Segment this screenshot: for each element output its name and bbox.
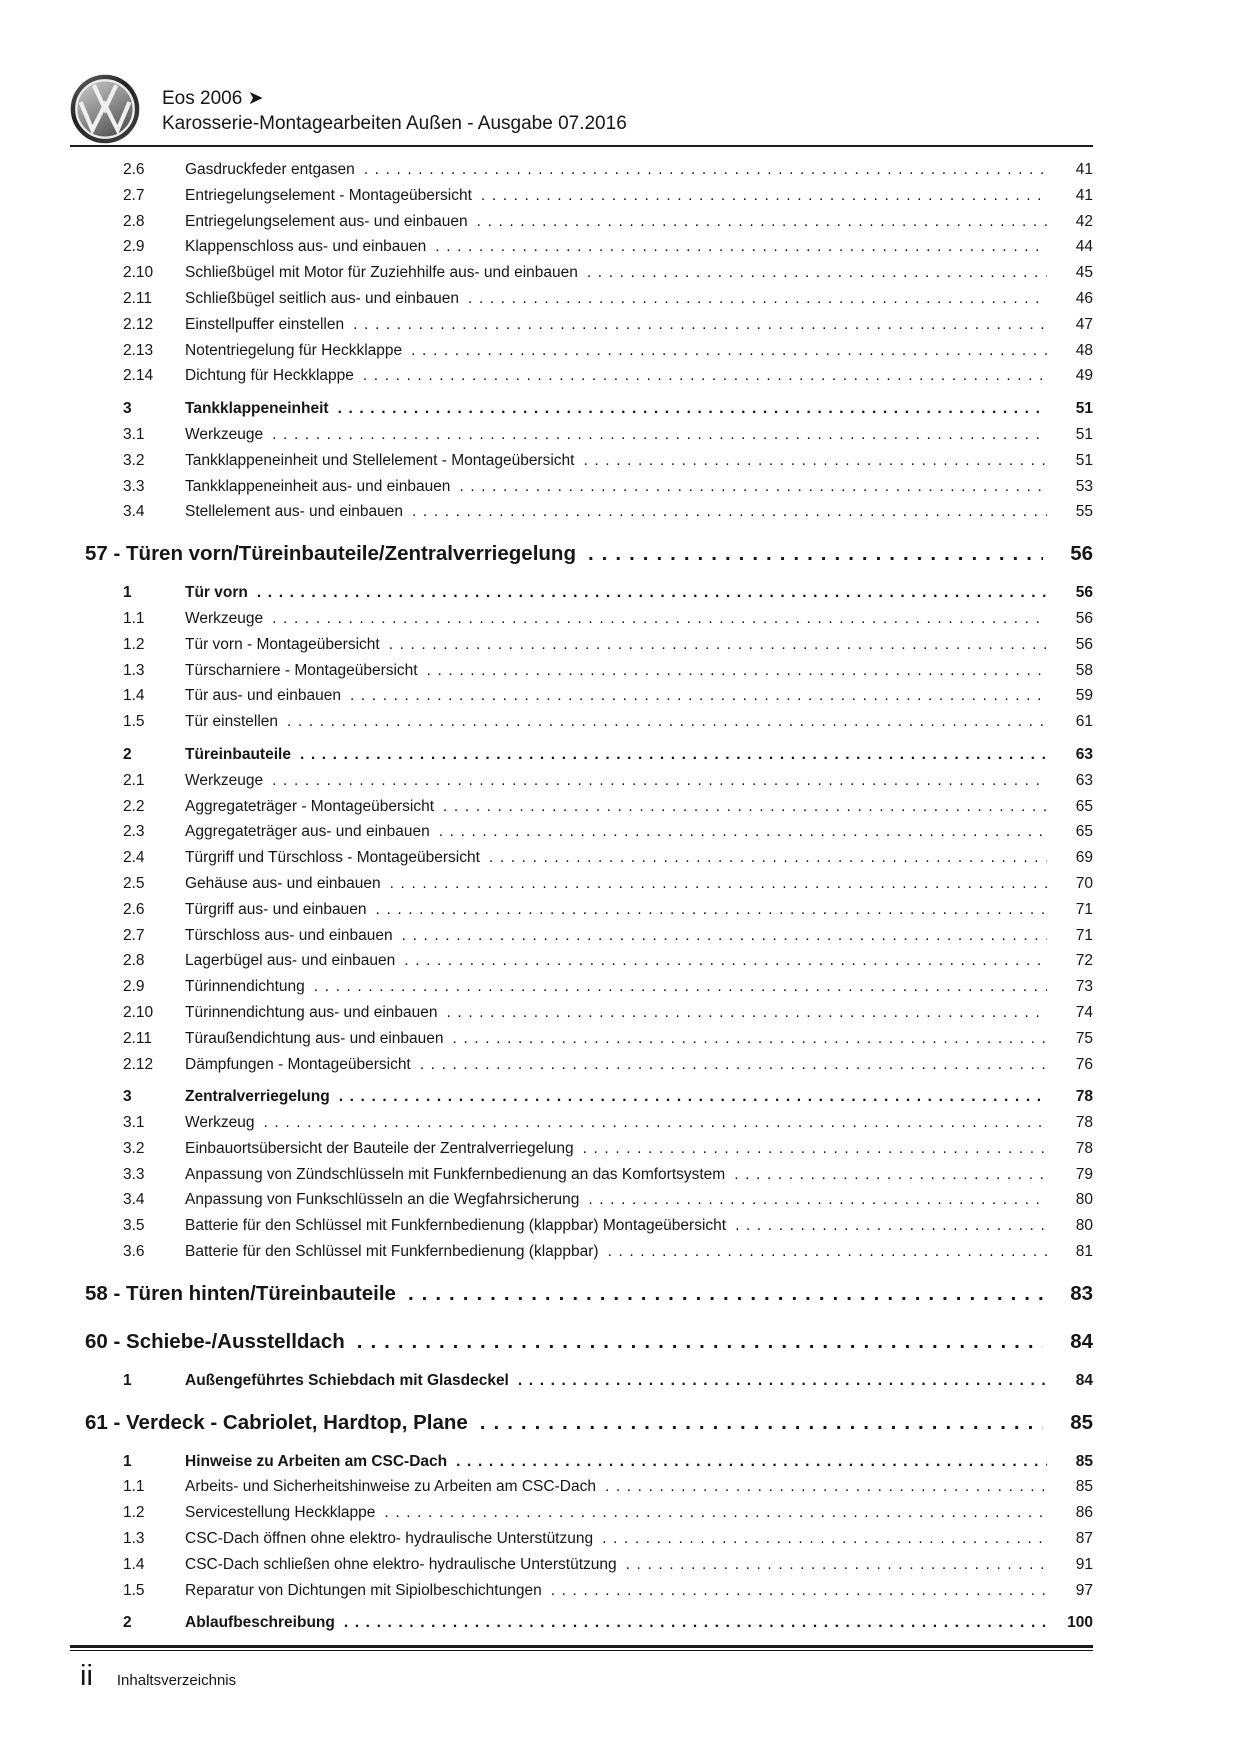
toc-entry-page: 56: [1075, 635, 1093, 653]
toc-entry-number: 3.1: [123, 425, 145, 443]
toc-entry-number: 1.5: [123, 713, 145, 731]
toc-entry-row[interactable]: [70, 1368, 1093, 1394]
toc-entry-page: 51: [1075, 425, 1093, 443]
toc-entry-page: 83: [1070, 1281, 1093, 1305]
toc-entry-row[interactable]: [70, 768, 1093, 794]
page-footer: [70, 1645, 1093, 1691]
toc-entry-row[interactable]: [70, 448, 1093, 474]
dot-leader: [430, 819, 1047, 845]
toc-entry-title: Entriegelungselement aus- und einbauen: [185, 212, 468, 230]
dot-leader: [248, 580, 1047, 606]
toc-entry-row[interactable]: [70, 338, 1093, 364]
toc-entry-page: 41: [1075, 161, 1093, 178]
dot-leader: [578, 260, 1047, 286]
toc-entry-page: 51: [1075, 451, 1093, 469]
toc-entry-page: 97: [1075, 1581, 1093, 1599]
toc-entry-title: 60 - Schiebe-/Ausstelldach: [85, 1329, 345, 1353]
toc-entry-page: 70: [1075, 874, 1093, 892]
toc-entry-number: 2.10: [123, 1003, 154, 1021]
toc-entry-title: Türinnendichtung aus- und einbauen: [185, 1003, 438, 1021]
dot-leader: [725, 1162, 1047, 1188]
toc-entry-page: 73: [1075, 978, 1093, 996]
dot-leader: [438, 1000, 1048, 1026]
toc-entry-number: 2.6: [123, 900, 145, 918]
toc-entry-page: 79: [1075, 1165, 1093, 1183]
toc-entry-title: Klappenschloss aus- und einbauen: [185, 238, 427, 256]
toc-entry-title: Tür aus- und einbauen: [185, 687, 341, 705]
toc-entry-number: 2.12: [123, 315, 154, 333]
vw-logo-icon: [70, 74, 140, 144]
toc-entry-page: 61: [1075, 713, 1093, 731]
toc-entry-row[interactable]: [70, 1052, 1093, 1078]
toc-entry-page: 69: [1075, 849, 1093, 867]
toc-entry-title: Stellelement aus- und einbauen: [185, 503, 404, 521]
toc-entry-row[interactable]: [70, 1162, 1093, 1188]
toc-entry-title: Lagerbügel aus- und einbauen: [185, 952, 396, 970]
toc-entry-page: 53: [1075, 477, 1093, 495]
dot-leader: [574, 1136, 1047, 1162]
toc-entry-row[interactable]: [70, 742, 1093, 768]
model-title: Eos 2006 ➤: [162, 88, 264, 109]
toc-entry-number: 2.10: [123, 264, 154, 282]
toc-entry-number: 3.5: [123, 1217, 145, 1235]
toc-entry-number: 1.2: [123, 635, 145, 653]
toc-entry-page: 81: [1075, 1243, 1093, 1261]
toc-entry-title: Tür vorn - Montageübersicht: [185, 635, 380, 653]
toc-entry-row[interactable]: [70, 1526, 1093, 1552]
dot-leader: [345, 1327, 1043, 1357]
toc-entry-number: 2: [123, 745, 132, 763]
toc-entry-title: Türinnendichtung: [185, 978, 305, 996]
toc-chapter-row[interactable]: [70, 539, 1093, 569]
toc-entry-row[interactable]: [70, 794, 1093, 820]
toc-entry-number: 1: [123, 584, 132, 602]
toc-entry-row[interactable]: [70, 974, 1093, 1000]
toc-entry-page: 71: [1075, 926, 1093, 944]
toc-entry-page: 47: [1075, 315, 1093, 333]
toc-entry-row[interactable]: [70, 260, 1093, 286]
toc-entry-page: 59: [1075, 687, 1093, 705]
toc-entry-row[interactable]: [70, 1449, 1093, 1475]
toc-entry-row[interactable]: [70, 580, 1093, 606]
toc-chapter-row[interactable]: [70, 1327, 1093, 1357]
dot-leader: [344, 312, 1047, 338]
dot-leader: [291, 742, 1047, 768]
toc-entry-page: 71: [1075, 900, 1093, 918]
toc-entry-title: Gehäuse aus- und einbauen: [185, 874, 381, 892]
toc-entry-number: 1: [123, 1452, 132, 1470]
dot-leader: [263, 422, 1047, 448]
toc-entry-number: 1.2: [123, 1504, 145, 1522]
toc-entry-page: 87: [1075, 1530, 1093, 1548]
toc-entry-number: 3: [123, 1088, 132, 1106]
toc-entry-row[interactable]: [70, 897, 1093, 923]
dot-leader: [278, 709, 1047, 735]
toc-entry-row[interactable]: [70, 606, 1093, 632]
dot-leader: [480, 845, 1047, 871]
dot-leader: [305, 974, 1047, 1000]
toc-entry-page: 84: [1070, 1329, 1093, 1353]
toc-entry-title: Werkzeuge: [185, 425, 264, 443]
toc-entry-number: 3.4: [123, 503, 145, 521]
toc-entry-title: Batterie für den Schlüssel mit Funkfernbedienung (klappbar) Montageübersicht: [185, 1217, 727, 1235]
toc-entry-number: 2.1: [123, 771, 145, 789]
toc-entry-page: 84: [1075, 1371, 1093, 1389]
toc-entry-row[interactable]: [70, 422, 1093, 448]
toc-entry-title: Anpassung von Funkschlüsseln an die Wegfahrsicherung: [185, 1191, 580, 1209]
dot-leader: [380, 632, 1047, 658]
footer-rule-thick: [70, 1645, 1093, 1648]
toc-chapter-row[interactable]: [70, 1279, 1093, 1309]
toc-entry-row[interactable]: [70, 632, 1093, 658]
toc-entry-number: 2.9: [123, 238, 145, 256]
toc-entry-row[interactable]: [70, 845, 1093, 871]
toc-entry-row[interactable]: [70, 363, 1093, 389]
toc-entry-row[interactable]: [70, 157, 1093, 183]
toc-entry-row[interactable]: [70, 1578, 1093, 1604]
dot-leader: [375, 1500, 1047, 1526]
toc-entry-title: Zentralverriegelung: [185, 1088, 330, 1106]
toc-entry-row[interactable]: [70, 209, 1093, 235]
toc-entry-title: Aggregateträger - Montageübersicht: [185, 797, 435, 815]
dot-leader: [579, 1187, 1047, 1213]
toc-entry-title: Einstellpuffer einstellen: [185, 315, 345, 333]
toc-entry-number: 3.6: [123, 1243, 145, 1261]
toc-entry-number: 3: [123, 400, 132, 418]
toc-entry-number: 1.1: [123, 1478, 145, 1496]
toc-entry-title: Servicestellung Heckklappe: [185, 1504, 376, 1522]
toc-entry-row[interactable]: [70, 474, 1093, 500]
dot-leader: [472, 183, 1047, 209]
dot-leader: [434, 794, 1047, 820]
toc-entry-title: Werkzeuge: [185, 771, 264, 789]
toc-entry-number: 2.11: [123, 1029, 153, 1047]
toc-entry-title: Türgriff aus- und einbauen: [185, 900, 367, 918]
toc-entry-row[interactable]: [70, 234, 1093, 260]
toc-entry-page: 49: [1075, 367, 1093, 385]
toc-entry-row[interactable]: [70, 1026, 1093, 1052]
toc-entry-row[interactable]: [70, 1000, 1093, 1026]
toc-entry-page: 91: [1075, 1555, 1093, 1573]
toc-entry-page: 56: [1070, 542, 1093, 566]
dot-leader: [341, 683, 1047, 709]
toc-entry-page: 48: [1075, 341, 1093, 359]
toc-entry-row[interactable]: [70, 1187, 1093, 1213]
dot-leader: [402, 338, 1047, 364]
toc-entry-title: Dichtung für Heckklappe: [185, 367, 354, 385]
dot-leader: [381, 871, 1047, 897]
toc-entry-page: 100: [1067, 1614, 1093, 1632]
toc-entry-number: 1.4: [123, 1555, 145, 1573]
toc-entry-page: 51: [1075, 400, 1093, 418]
toc-entry-title: Tankklappeneinheit aus- und einbauen: [185, 477, 451, 495]
toc-entry-page: 56: [1075, 609, 1093, 627]
toc-entry-title: Außengeführtes Schiebdach mit Glasdeckel: [185, 1371, 509, 1389]
toc-entry-row[interactable]: [70, 1610, 1093, 1636]
toc-entry-page: 85: [1075, 1478, 1093, 1496]
dot-leader: [450, 474, 1047, 500]
toc-entry-number: 2.6: [123, 161, 145, 178]
toc-entry-page: 63: [1075, 745, 1093, 763]
toc-entry-number: 3.4: [123, 1191, 145, 1209]
toc-entry-row[interactable]: [70, 1239, 1093, 1265]
toc-entry-title: Tür einstellen: [185, 713, 279, 731]
footer-text: [80, 1661, 1093, 1691]
toc-entry-page: 74: [1075, 1003, 1093, 1021]
toc-entry-title: Schließbügel seitlich aus- und einbauen: [185, 289, 460, 307]
toc-entry-row[interactable]: [70, 1474, 1093, 1500]
toc-entry-page: 80: [1075, 1217, 1093, 1235]
toc-entry-title: 58 - Türen hinten/Türeinbauteile: [85, 1281, 396, 1305]
dot-leader: [396, 1279, 1043, 1309]
dot-leader: [509, 1368, 1047, 1394]
toc-entry-page: 85: [1070, 1410, 1093, 1434]
footer-rule-thin: [70, 1650, 1093, 1651]
toc-entry-row[interactable]: [70, 183, 1093, 209]
toc-chapter-row[interactable]: [70, 1408, 1093, 1438]
toc-entry-title: Schließbügel mit Motor für Zuziehhilfe aus- und einbauen: [185, 264, 578, 282]
document-title: Karosserie-Montagearbeiten Außen - Ausgabe 07.2016: [162, 113, 627, 134]
dot-leader: [255, 1110, 1048, 1136]
footer-section-label: Inhaltsverzeichnis: [116, 1672, 237, 1689]
toc-entry-page: 80: [1075, 1191, 1093, 1209]
toc-entry-title: Reparatur von Dichtungen mit Sipiolbeschichtungen: [185, 1581, 542, 1599]
toc-entry-row[interactable]: [70, 709, 1093, 735]
toc-entry-page: 45: [1075, 264, 1093, 282]
dot-leader: [468, 209, 1047, 235]
dot-leader: [726, 1213, 1047, 1239]
toc-entry-number: 2.4: [123, 849, 145, 867]
toc-entry-number: 3.2: [123, 1139, 145, 1157]
dot-leader: [459, 286, 1047, 312]
toc-entry-title: Anpassung von Zündschlüsseln mit Funkfernbedienung an das Komfortsystem: [185, 1165, 726, 1183]
toc-entry-row[interactable]: [70, 1136, 1093, 1162]
dot-leader: [330, 1084, 1047, 1110]
dot-leader: [447, 1449, 1047, 1475]
toc-entry-title: 57 - Türen vorn/Türeinbauteile/Zentralverriegelung: [85, 542, 576, 566]
page-number-label: ii: [80, 1660, 93, 1692]
toc-entry-title: Entriegelungselement - Montageübersicht: [185, 186, 472, 204]
dot-leader: [593, 1526, 1047, 1552]
dot-leader: [468, 1408, 1043, 1438]
dot-leader: [395, 948, 1047, 974]
toc-entry-title: CSC-Dach öffnen ohne elektro- hydraulische Unterstützung: [185, 1530, 594, 1548]
dot-leader: [263, 768, 1047, 794]
toc-entry-page: 78: [1075, 1088, 1093, 1106]
toc-entry-title: Einbauortsübersicht der Bauteile der Zentralverriegelung: [185, 1139, 574, 1157]
toc-entry-number: 1.3: [123, 1530, 145, 1548]
toc-entry-number: 2.2: [123, 797, 145, 815]
toc-entry-title: 61 - Verdeck - Cabriolet, Hardtop, Plane: [85, 1410, 468, 1434]
toc-entry-page: 42: [1075, 212, 1093, 230]
toc-entry-title: Türschloss aus- und einbauen: [185, 926, 393, 944]
dot-leader: [354, 363, 1047, 389]
toc-entry-row[interactable]: [70, 396, 1093, 422]
toc-entry-row[interactable]: [70, 1552, 1093, 1578]
dot-leader: [426, 234, 1047, 260]
toc-entry-page: 76: [1075, 1055, 1093, 1073]
toc-entry-number: 1.4: [123, 687, 145, 705]
toc-entry-number: 2.7: [123, 926, 145, 944]
toc-entry-title: Türgriff und Türschloss - Montageübersicht: [185, 849, 480, 867]
toc-entry-number: 3.1: [123, 1114, 145, 1132]
toc-entry-number: 2.7: [123, 186, 145, 204]
dot-leader: [367, 897, 1047, 923]
toc-entry-title: CSC-Dach schließen ohne elektro- hydraulische Unterstützung: [185, 1555, 617, 1573]
toc-entry-page: 65: [1075, 797, 1093, 815]
toc-entry-number: 2.8: [123, 952, 145, 970]
toc-entry-title: Arbeits- und Sicherheitshinweise zu Arbeiten am CSC-Dach: [185, 1478, 596, 1496]
toc-entry-row[interactable]: [70, 286, 1093, 312]
toc-entry-row[interactable]: [70, 312, 1093, 338]
dot-leader: [355, 157, 1047, 183]
toc-entry-number: 2: [123, 1614, 132, 1632]
toc-entry-number: 1.5: [123, 1581, 145, 1599]
toc-entry-number: 3.2: [123, 451, 145, 469]
toc-entry-row[interactable]: [70, 1084, 1093, 1110]
toc-entry-title: Tankklappeneinheit und Stellelement - Montageübersicht: [185, 451, 575, 469]
dot-leader: [617, 1552, 1047, 1578]
toc-entry-page: 72: [1075, 952, 1093, 970]
dot-leader: [403, 499, 1047, 525]
toc-entry-row[interactable]: [70, 499, 1093, 525]
toc-entry-page: 86: [1075, 1504, 1093, 1522]
toc-entry-title: Türeinbauteile: [185, 745, 291, 763]
toc-entry-page: 75: [1075, 1029, 1093, 1047]
toc-entry-page: 78: [1075, 1139, 1093, 1157]
toc-entry-row[interactable]: [70, 948, 1093, 974]
toc-entry-title: Batterie für den Schlüssel mit Funkfernbedienung (klappbar): [185, 1243, 599, 1261]
toc-entry-number: 2.11: [123, 289, 153, 307]
toc-entry-page: 63: [1075, 771, 1093, 789]
toc-entry-title: Hinweise zu Arbeiten am CSC-Dach: [185, 1452, 448, 1470]
toc-entry-row[interactable]: [70, 923, 1093, 949]
page-content: [70, 0, 1093, 1636]
dot-leader: [542, 1578, 1047, 1604]
toc-entry-row[interactable]: [70, 683, 1093, 709]
toc-entry-page: 55: [1075, 503, 1093, 521]
toc-entry-row[interactable]: [70, 658, 1093, 684]
dot-leader: [596, 1474, 1047, 1500]
toc-entry-number: 2.8: [123, 212, 145, 230]
toc-entry-page: 44: [1075, 238, 1093, 256]
toc-entry-number: 1.1: [123, 609, 145, 627]
toc-entry-page: 56: [1075, 584, 1093, 602]
toc-entry-number: 3.3: [123, 477, 145, 495]
toc-entry-title: Tür vorn: [185, 584, 248, 602]
toc-entry-number: 2.14: [123, 367, 154, 385]
toc-entry-number: 2.9: [123, 978, 145, 996]
dot-leader: [335, 1610, 1047, 1636]
toc-entry-number: 2.5: [123, 874, 145, 892]
dot-leader: [444, 1026, 1047, 1052]
toc-entry-title: Gasdruckfeder entgasen: [185, 161, 355, 178]
toc-entry-row[interactable]: [70, 1213, 1093, 1239]
toc-entry-title: Werkzeug: [185, 1114, 255, 1132]
toc-entry-title: Türscharniere - Montageübersicht: [185, 661, 418, 679]
toc-entry-number: 3.3: [123, 1165, 145, 1183]
page-header: [70, 0, 1093, 144]
toc-entry-page: 41: [1075, 186, 1093, 204]
toc-entry-page: 85: [1075, 1452, 1093, 1470]
toc-entry-number: 1.3: [123, 661, 145, 679]
toc-entry-title: Dämpfungen - Montageübersicht: [185, 1055, 411, 1073]
dot-leader: [263, 606, 1047, 632]
toc-entry-title: Ablaufbeschreibung: [185, 1614, 335, 1632]
toc-entry-title: Aggregateträger aus- und einbauen: [185, 823, 430, 841]
toc-entry-title: Türaußendichtung aus- und einbauen: [185, 1029, 444, 1047]
toc-entry-row[interactable]: [70, 819, 1093, 845]
dot-leader: [393, 923, 1047, 949]
toc-entry-page: 46: [1075, 289, 1093, 307]
toc-entry-row[interactable]: [70, 1500, 1093, 1526]
toc-entry-page: 65: [1075, 823, 1093, 841]
dot-leader: [576, 539, 1043, 569]
dot-leader: [418, 658, 1047, 684]
toc-entry-row[interactable]: [70, 1110, 1093, 1136]
dot-leader: [574, 448, 1047, 474]
dot-leader: [411, 1052, 1047, 1078]
toc-entry-number: 2.3: [123, 823, 145, 841]
toc-entry-row[interactable]: [70, 871, 1093, 897]
toc-entry-number: 1: [123, 1371, 132, 1389]
header-titles: [162, 74, 627, 144]
dot-leader: [599, 1239, 1047, 1265]
toc-entry-number: 2.12: [123, 1055, 154, 1073]
table-of-contents: [70, 147, 1093, 1636]
dot-leader: [329, 396, 1047, 422]
toc-entry-page: 78: [1075, 1114, 1093, 1132]
toc-entry-number: 2.13: [123, 341, 154, 359]
toc-entry-page: 58: [1075, 661, 1093, 679]
toc-entry-title: Werkzeuge: [185, 609, 264, 627]
toc-entry-title: Notentriegelung für Heckklappe: [185, 341, 403, 359]
toc-entry-title: Tankklappeneinheit: [185, 400, 329, 418]
